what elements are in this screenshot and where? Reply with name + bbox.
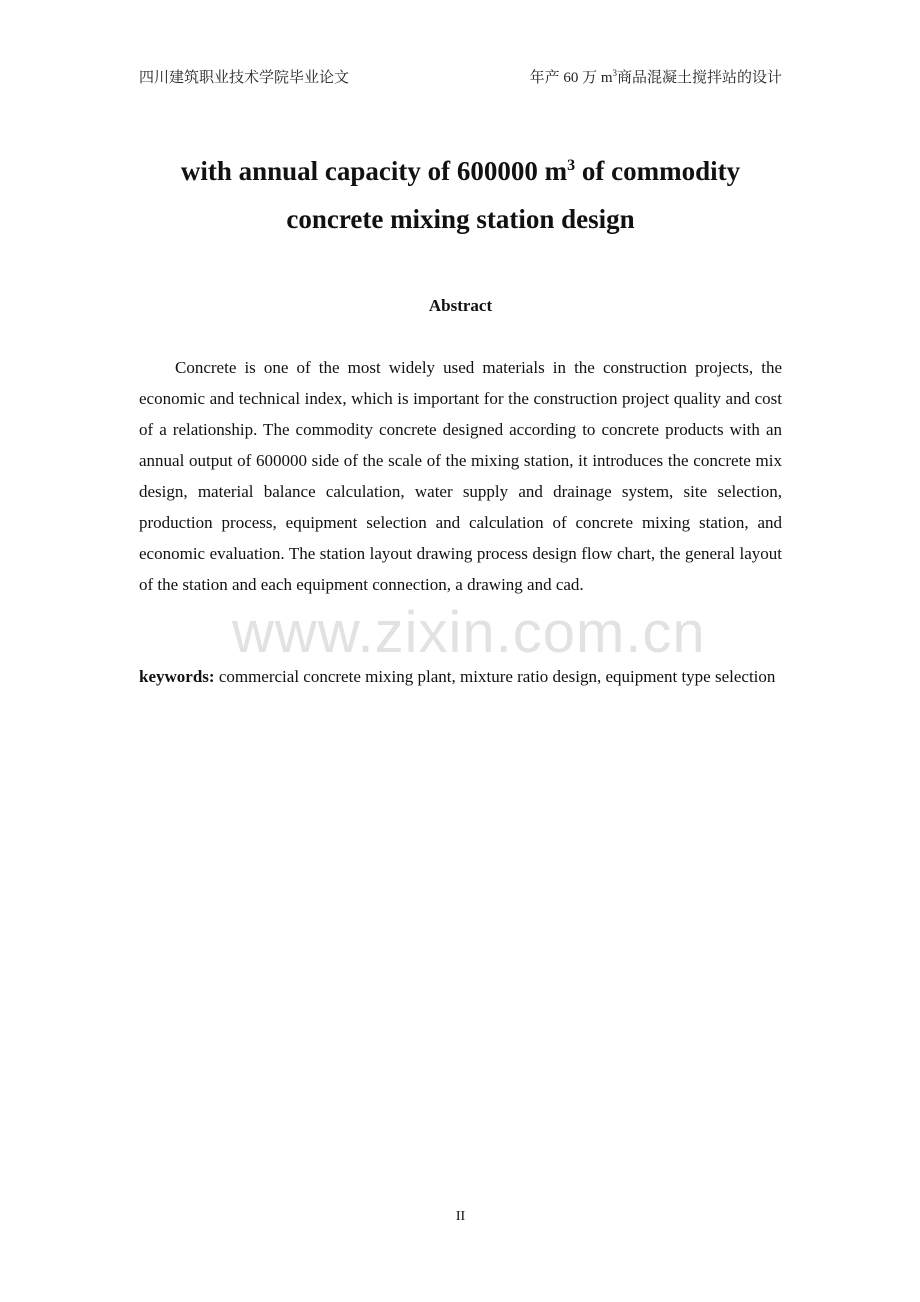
header-institution: 四川建筑职业技术学院毕业论文 (139, 70, 350, 86)
title-superscript: 3 (567, 157, 576, 174)
header-thesis-title (530, 68, 782, 88)
keywords-label: keywords: (139, 667, 215, 686)
header-title-superscript: 3 (612, 68, 617, 78)
title-line-1-prefix: with annual capacity of 600000 m (180, 156, 568, 186)
keywords-text: commercial concrete mixing plant, mixture ratio design, equipment type selection (214, 667, 776, 686)
page-number: II (455, 1209, 466, 1224)
header-title-suffix: 商品混凝土搅拌站的设计 (616, 70, 782, 86)
title-line-2: concrete mixing station design (286, 204, 635, 234)
watermark: www.zixin.com.cn (232, 600, 706, 665)
abstract-body: Concrete is one of the most widely used materials in the construction projects, the economic and technical index, which is important for the construction project quality and cost of a relationship. The commodity concrete designed according to concrete products with an annual output of 600000 side of the scale of the mixing station, it introduces the concrete mix design, material balance calculation, water supply and drainage system, site selection, production process, equipment selection and calculation of concrete mixing station, and economic evaluation. The station layout drawing process design flow chart, the general layout of the station and each equipment connection, a drawing and cad. (139, 358, 782, 594)
header-divider (139, 94, 782, 95)
paper-title (139, 147, 782, 243)
running-header (139, 68, 782, 88)
title-line-1-suffix: of commodity (575, 156, 741, 186)
keywords-paragraph (139, 661, 782, 692)
abstract-heading: Abstract (428, 296, 493, 315)
header-title-prefix: 年产 60 万 m (529, 70, 613, 86)
title-line-1 (139, 147, 782, 195)
